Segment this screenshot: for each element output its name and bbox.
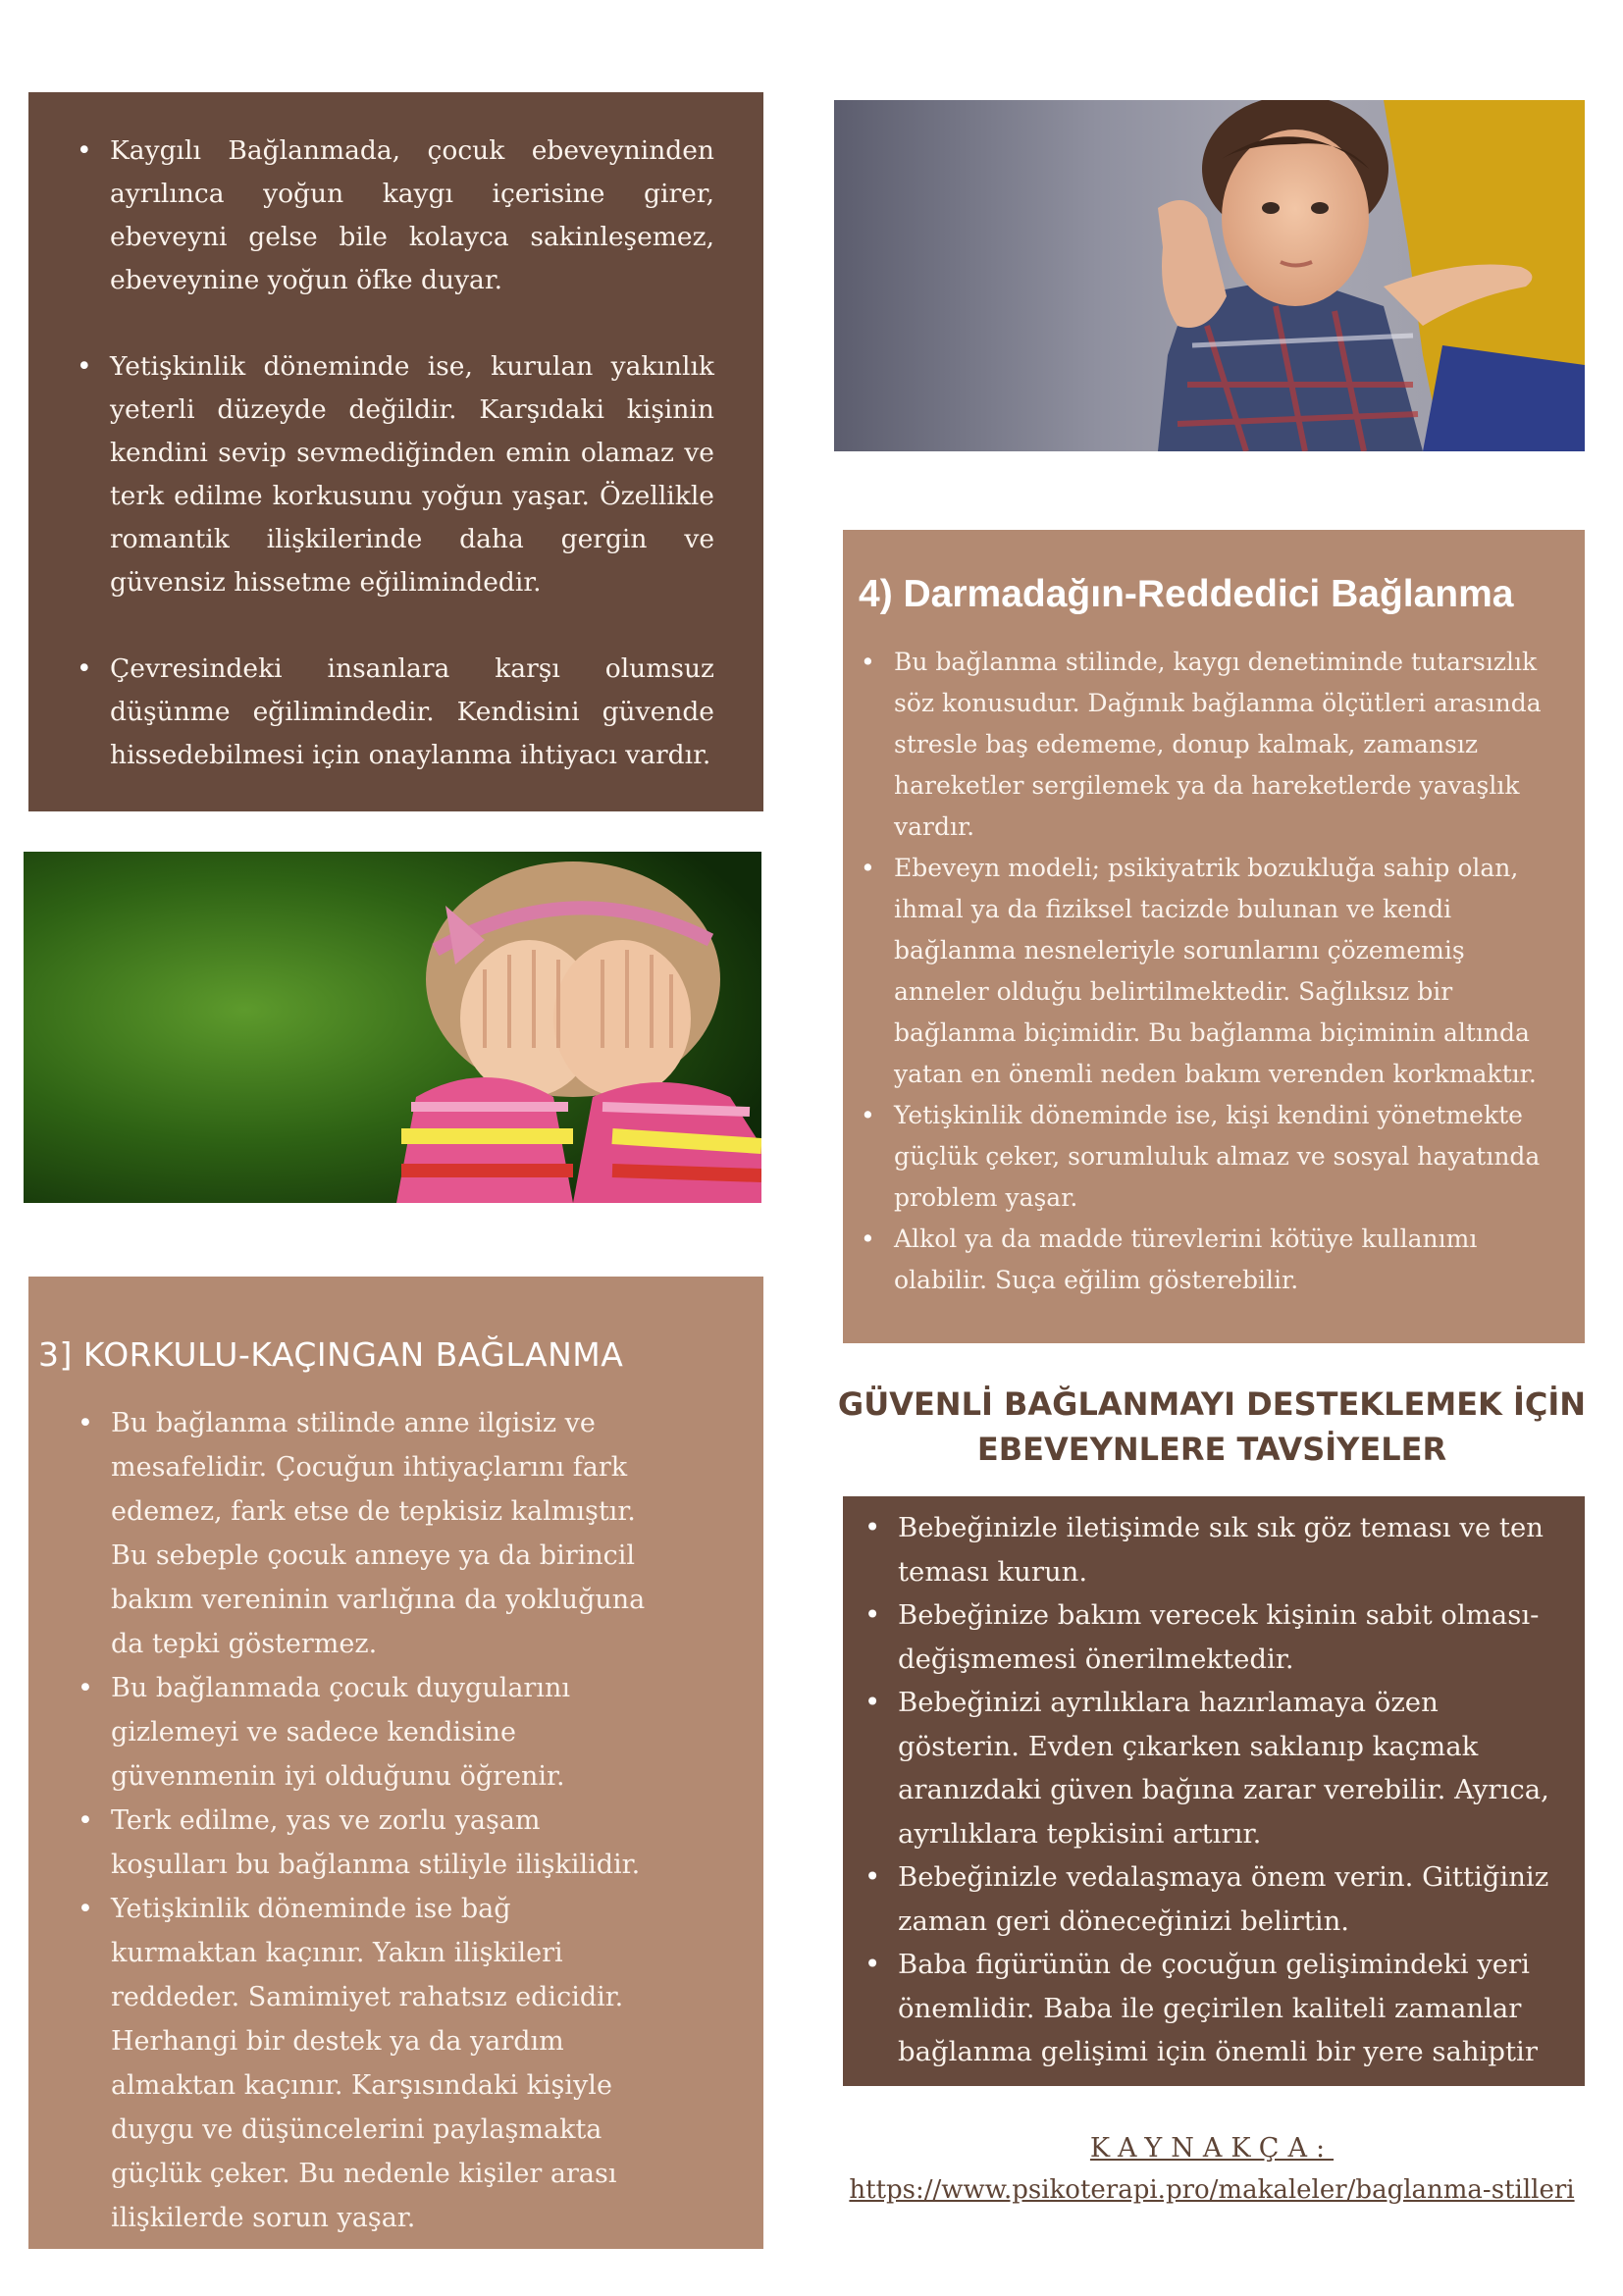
list-item: • Bebeğinize bakım verecek kişinin sabit olması-değişmemesi önerilmektedir. [898, 1593, 1555, 1681]
tips-heading-line-2: EBEVEYNLERE TAVSİYELER [976, 1431, 1447, 1468]
child-covering-eyes-photo [24, 852, 761, 1203]
list-item: • Çevresindeki insanlara karşı olumsuz düşünme eğilimindedir. Kendisini güvende hissedebilmesi için onaylanma ihtiyacı vardır. [110, 648, 714, 777]
list-item: • Yetişkinlik döneminde ise, kurulan yakınlık yeterli düzeyde değildir. Karşıdaki kişinin kendini sevip sevmediğinden emin olamaz ve terk edilme korkusunu yoğun yaşar. Özellikle romantik ilişkilerinde daha gergin ve güvensiz hissetme eğilimindedir. [110, 345, 714, 604]
tips-list [898, 1506, 1555, 2074]
section-4-box [843, 530, 1585, 1343]
anxious-attachment-list [110, 130, 714, 777]
list-item: • Bu bağlanma stilinde, kaygı denetiminde tutarsızlık söz konusudur. Dağınık bağlanma ölçütleri arasında stresle baş edememe, donup kalmak, zamansız hareketler sergilemek ya da hareketlerde yavaşlık vardır. [894, 642, 1565, 848]
list-item: • Kaygılı Bağlanmada, çocuk ebeveyninden ayrılınca yoğun kaygı içerisine girer, ebeveyni gelse bile kolayca sakinleşemez, ebeveynine yoğun öfke duyar. [110, 130, 714, 302]
list-item: • Alkol ya da madde türevlerini kötüye kullanımı olabilir. Suça eğilim gösterebilir. [894, 1219, 1565, 1301]
child-hugging-parent-illustration [834, 100, 1585, 451]
section-3-box [28, 1277, 763, 2249]
references-heading: KAYNAKÇA: [1089, 2133, 1335, 2164]
anxious-attachment-box [28, 92, 763, 811]
section-3-title: 3] KORKULU-KAÇINGAN BAĞLANMA [38, 1335, 624, 1374]
references-link[interactable]: https://www.psikoterapi.pro/makaleler/baglanma-stilleri [849, 2175, 1575, 2205]
references [824, 2129, 1599, 2212]
tips-box [843, 1496, 1585, 2086]
section-4-title: 4) Darmadağın-Reddedici Bağlanma [859, 573, 1514, 615]
child-covering-eyes-illustration [24, 852, 761, 1203]
tips-heading [824, 1382, 1599, 1472]
list-item: • Yetişkinlik döneminde ise bağ kurmaktan kaçınır. Yakın ilişkileri reddeder. Samimiyet rahatsız edicidir. Herhangi bir destek ya da yardım almaktan kaçınır. Karşısındaki kişiyle duygu ve düşüncelerini paylaşmakta güçlük çeker. Bu nedenle kişiler arası ilişkilerde sorun yaşar. [111, 1887, 646, 2240]
list-item: • Bebeğinizi ayrılıklara hazırlamaya özen gösterin. Evden çıkarken saklanıp kaçmak aranızdaki güven bağına zarar verebilir. Ayrıca, ayrılıklara tepkisini artırır. [898, 1681, 1555, 1855]
section-4-list [894, 642, 1565, 1301]
list-item: • Bebeğinizle iletişimde sık sık göz teması ve ten teması kurun. [898, 1506, 1555, 1593]
section-3-list [111, 1401, 646, 2240]
child-hugging-parent-photo [834, 100, 1585, 451]
list-item: • Terk edilme, yas ve zorlu yaşam koşulları bu bağlanma stiliyle ilişkilidir. [111, 1799, 646, 1887]
list-item: • Ebeveyn modeli; psikiyatrik bozukluğa sahip olan, ihmal ya da fiziksel tacizde bulunan ve kendi bağlanma nesneleriyle sorunlarını çözememiş anneler olduğu belirtilmektedir. Sağlıksız bir bağlanma biçimidir. Bu bağlanma biçiminin altında yatan en önemli neden bakım verenden korkmaktır. [894, 848, 1565, 1095]
list-item: • Baba figürünün de çocuğun gelişimindeki yeri önemlidir. Baba ile geçirilen kaliteli zamanlar bağlanma gelişimi için önemli bir yere sahiptir [898, 1943, 1555, 2074]
tips-heading-line-1: GÜVENLİ BAĞLANMAYI DESTEKLEMEK İÇİN [837, 1385, 1587, 1423]
list-item: • Bu bağlanmada çocuk duygularını gizlemeyi ve sadece kendisine güvenmenin iyi olduğunu öğrenir. [111, 1666, 646, 1799]
list-item: • Bu bağlanma stilinde anne ilgisiz ve mesafelidir. Çocuğun ihtiyaçlarını fark edemez, fark etse de tepkisiz kalmıştır. Bu sebeple çocuk anneye ya da birincil bakım vereninin varlığına da yokluğuna da tepki göstermez. [111, 1401, 646, 1666]
list-item: • Yetişkinlik döneminde ise, kişi kendini yönetmekte güçlük çeker, sorumluluk almaz ve sosyal hayatında problem yaşar. [894, 1095, 1565, 1219]
list-item: • Bebeğinizle vedalaşmaya önem verin. Gittiğiniz zaman geri döneceğinizi belirtin. [898, 1855, 1555, 1943]
